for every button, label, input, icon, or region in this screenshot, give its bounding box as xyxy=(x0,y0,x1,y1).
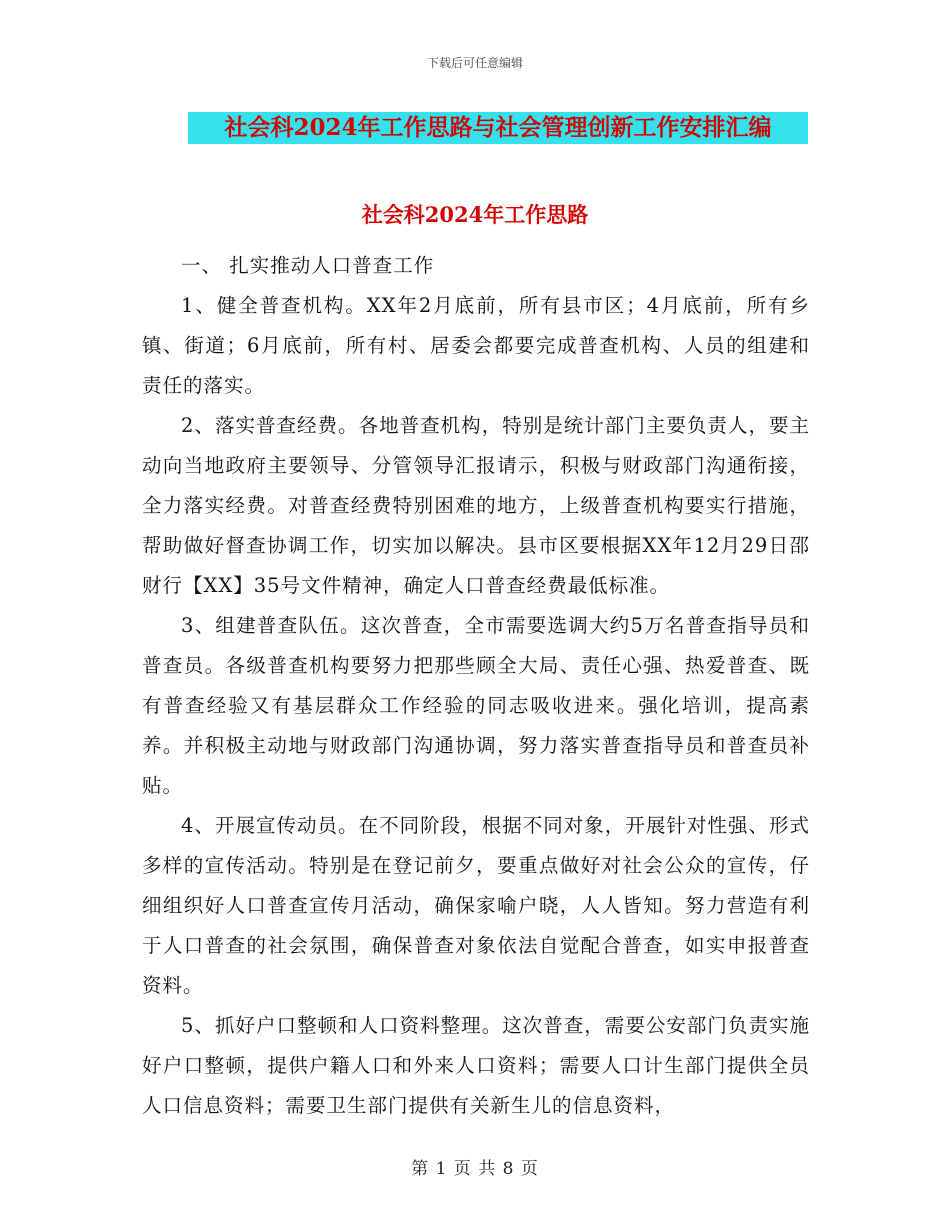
paragraph: 2、落实普查经费。各地普查机构，特别是统计部门主要负责人，要主动向当地政府主要领导、分管领导汇报请示，积极与财政部门沟通衔接，全力落实经费。对普查经费特别困难的地方，上级普查机构要实行措施，帮助做好督查协调工作，切实加以解决。县市区要根据XX年12月29日邵财行【XX】35号文件精神，确定人口普查经费最低标准。 xyxy=(142,414,810,597)
paragraph: 5、抓好户口整顿和人口资料整理。这次普查，需要公安部门负责实施好户口整顿，提供户籍人口和外来人口资料；需要人口计生部门提供全员人口信息资料；需要卫生部门提供有关新生儿的信息资料， xyxy=(142,1014,810,1117)
paragraph: 4、开展宣传动员。在不同阶段，根据不同对象，开展针对性强、形式多样的宣传活动。特别是在登记前夕，要重点做好对社会公众的宣传，仔细组织好人口普查宣传月活动，确保家喻户晓，人人皆知。努力营造有利于人口普查的社会氛围，确保普查对象依法自觉配合普查，如实申报普查资料。 xyxy=(142,814,810,997)
section-heading: 一、 扎实推动人口普查工作 xyxy=(181,254,435,277)
paragraph: 1、健全普查机构。XX年2月底前，所有县市区；4月底前，所有乡镇、街道；6月底前，所有村、居委会都要完成普查机构、人员的组建和责任的落实。 xyxy=(142,294,810,397)
document-body xyxy=(142,246,810,1126)
page-footer: 第 1 页 共 8 页 xyxy=(411,1159,539,1179)
section-title: 社会科2024年工作思路 xyxy=(361,202,589,227)
header-note: 下载后可任意编辑 xyxy=(426,56,523,70)
paragraph: 3、组建普查队伍。这次普查，全市需要选调大约5万名普查指导员和普查员。各级普查机构要努力把那些顾全大局、责任心强、热爱普查、既有普查经验又有基层群众工作经验的同志吸收进来。强化培训，提高素养。并积极主动地与财政部门沟通协调，努力落实普查指导员和普查员补贴。 xyxy=(142,614,810,797)
document-main-title: 社会科2024年工作思路与社会管理创新工作安排汇编 xyxy=(188,112,808,144)
